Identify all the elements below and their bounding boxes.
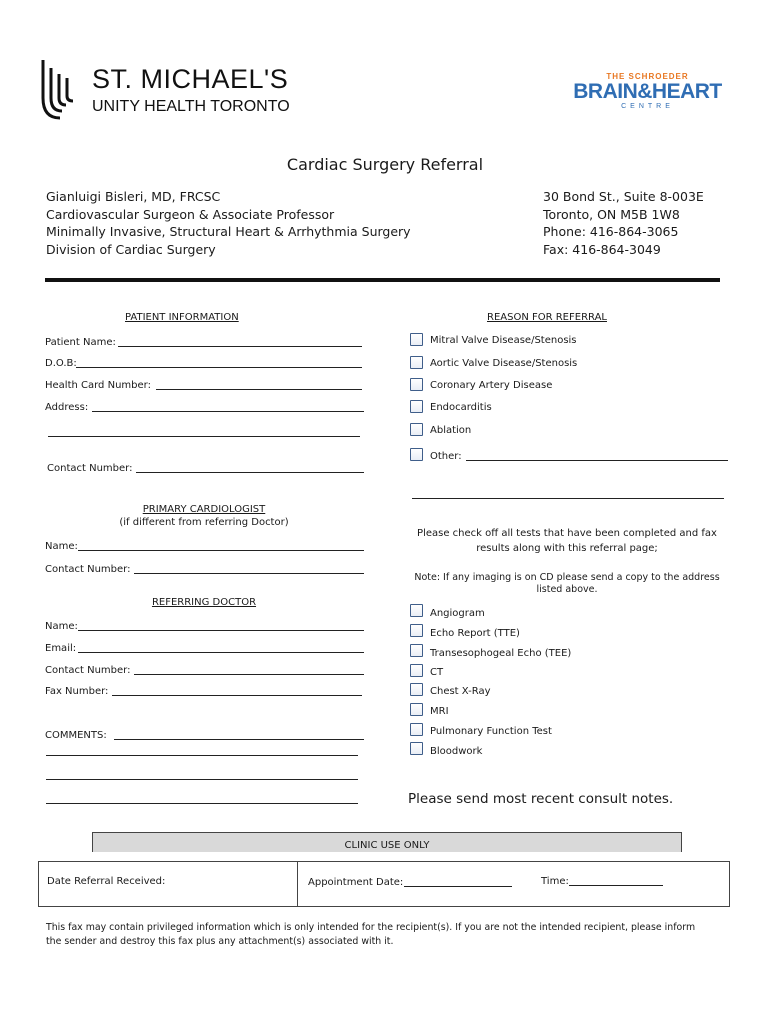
clinic-use-bar bbox=[92, 832, 682, 852]
test-label-angiogram: Angiogram bbox=[430, 608, 485, 619]
dob-field[interactable] bbox=[76, 367, 362, 368]
address-label: Address: bbox=[45, 402, 89, 413]
consult-note: Please send most recent consult notes. bbox=[408, 791, 674, 807]
clinic-address bbox=[543, 188, 704, 258]
time-label: Time: bbox=[541, 876, 569, 887]
test-checkbox-angiogram[interactable] bbox=[410, 604, 423, 617]
comments-field-4[interactable] bbox=[46, 803, 358, 804]
logo-mark-icon bbox=[40, 58, 80, 120]
cardiologist-name-label: Name: bbox=[45, 541, 78, 552]
test-checkbox-ct[interactable] bbox=[410, 664, 423, 677]
referring-email-field[interactable] bbox=[78, 652, 364, 653]
comments-field-2[interactable] bbox=[46, 755, 358, 756]
health-card-field[interactable] bbox=[156, 389, 362, 390]
clinic-box-divider bbox=[297, 862, 298, 906]
patient-contact-field[interactable] bbox=[136, 472, 364, 473]
doctor-name: Gianluigi Bisleri, MD, FRCSC bbox=[46, 189, 221, 204]
logo-main: BRAIN&HEART bbox=[573, 80, 722, 103]
referring-name-label: Name: bbox=[45, 621, 78, 632]
form-title: Cardiac Surgery Referral bbox=[286, 155, 484, 174]
test-checkbox-tee[interactable] bbox=[410, 644, 423, 657]
test-checkbox-mri[interactable] bbox=[410, 703, 423, 716]
clinic-use-heading: CLINIC USE ONLY bbox=[344, 840, 430, 851]
test-checkbox-bloodwork[interactable] bbox=[410, 742, 423, 755]
brain-heart-logo bbox=[560, 72, 735, 122]
st-michaels-logo bbox=[40, 58, 310, 120]
reason-label-ablation: Ablation bbox=[430, 425, 472, 436]
cardiologist-sub: (if different from referring Doctor) bbox=[119, 517, 289, 528]
patient-name-field[interactable] bbox=[118, 346, 362, 347]
reason-label-coronary: Coronary Artery Disease bbox=[430, 380, 553, 391]
doctor-specialty: Minimally Invasive, Structural Heart & Arrhythmia Surgery bbox=[46, 224, 411, 239]
doctor-division: Division of Cardiac Surgery bbox=[46, 241, 216, 257]
test-label-tee: Transesophogeal Echo (TEE) bbox=[430, 648, 572, 659]
reason-checkbox-mitral[interactable] bbox=[410, 333, 423, 346]
disclaimer bbox=[46, 921, 695, 949]
dob-label: D.O.B: bbox=[45, 358, 77, 369]
reason-checkbox-ablation[interactable] bbox=[410, 423, 423, 436]
address-city: Toronto, ON M5B 1W8 bbox=[543, 206, 680, 222]
patient-name-label: Patient Name: bbox=[45, 337, 116, 348]
test-label-chest-xray: Chest X-Ray bbox=[430, 686, 491, 697]
doctor-title: Cardiovascular Surgeon & Associate Professor bbox=[46, 206, 335, 222]
address-fax: Fax: 416-864-3049 bbox=[543, 241, 661, 257]
reason-other-field-2[interactable] bbox=[412, 498, 724, 499]
test-checkbox-echo-tte[interactable] bbox=[410, 624, 423, 637]
patient-heading: PATIENT INFORMATION bbox=[125, 312, 239, 323]
logo-top: THE SCHROEDER bbox=[606, 72, 689, 81]
address-field-2[interactable] bbox=[48, 436, 360, 437]
logo-name: ST. MICHAEL'S bbox=[92, 64, 289, 94]
test-checkbox-chest-xray[interactable] bbox=[410, 683, 423, 696]
reason-other-field[interactable] bbox=[466, 460, 728, 461]
comments-label: COMMENTS: bbox=[45, 730, 107, 741]
reason-checkbox-endocarditis[interactable] bbox=[410, 400, 423, 413]
cardiologist-contact-field[interactable] bbox=[134, 573, 364, 574]
doctor-info bbox=[46, 188, 411, 258]
disclaimer-line2: the sender and destroy this fax plus any attachment(s) associated with it. bbox=[46, 936, 394, 947]
patient-contact-label: Contact Number: bbox=[47, 463, 133, 474]
referring-contact-field[interactable] bbox=[134, 674, 364, 675]
test-label-bloodwork: Bloodwork bbox=[430, 746, 483, 757]
tests-note-line2: results along with this referral page; bbox=[476, 543, 658, 554]
referring-fax-field[interactable] bbox=[112, 695, 362, 696]
reason-checkbox-coronary[interactable] bbox=[410, 378, 423, 391]
referring-fax-label: Fax Number: bbox=[45, 686, 109, 697]
cardiologist-name-field[interactable] bbox=[78, 550, 364, 551]
tests-note-line1: Please check off all tests that have been completed and fax bbox=[417, 528, 717, 539]
date-received-label: Date Referral Received: bbox=[47, 876, 166, 887]
logo-bottom: CENTRE bbox=[621, 103, 674, 110]
cardiologist-heading: PRIMARY CARDIOLOGIST bbox=[142, 504, 266, 515]
referring-contact-label: Contact Number: bbox=[45, 665, 131, 676]
test-label-echo-tte: Echo Report (TTE) bbox=[430, 628, 520, 639]
test-checkbox-pulmonary[interactable] bbox=[410, 723, 423, 736]
imaging-note-line1: Note: If any imaging is on CD please send a copy to the address bbox=[414, 572, 720, 583]
appointment-label: Appointment Date: bbox=[308, 877, 404, 888]
reason-label-aortic: Aortic Valve Disease/Stenosis bbox=[430, 358, 578, 369]
logo-sub: UNITY HEALTH TORONTO bbox=[92, 98, 290, 115]
health-card-label: Health Card Number: bbox=[45, 380, 151, 391]
time-field[interactable] bbox=[569, 885, 663, 886]
header-divider bbox=[45, 278, 720, 282]
imaging-note-line2: listed above. bbox=[536, 584, 598, 595]
test-label-mri: MRI bbox=[430, 706, 449, 717]
address-field[interactable] bbox=[92, 411, 364, 412]
test-label-ct: CT bbox=[430, 667, 444, 678]
referring-name-field[interactable] bbox=[78, 630, 364, 631]
reason-label-mitral: Mitral Valve Disease/Stenosis bbox=[430, 335, 577, 346]
reason-heading: REASON FOR REFERRAL bbox=[487, 312, 607, 323]
cardiologist-contact-label: Contact Number: bbox=[45, 564, 131, 575]
comments-field-3[interactable] bbox=[46, 779, 358, 780]
referring-email-label: Email: bbox=[45, 643, 77, 654]
address-street: 30 Bond St., Suite 8-003E bbox=[543, 189, 704, 204]
reason-checkbox-other[interactable] bbox=[410, 448, 423, 461]
referring-heading: REFERRING DOCTOR bbox=[151, 597, 257, 608]
comments-field-1[interactable] bbox=[114, 739, 364, 740]
reason-label-other: Other: bbox=[430, 451, 462, 462]
test-label-pulmonary: Pulmonary Function Test bbox=[430, 726, 552, 737]
address-phone: Phone: 416-864-3065 bbox=[543, 224, 679, 239]
reason-checkbox-aortic[interactable] bbox=[410, 356, 423, 369]
appointment-field[interactable] bbox=[404, 886, 512, 887]
reason-label-endocarditis: Endocarditis bbox=[430, 402, 492, 413]
disclaimer-line1: This fax may contain privileged information which is only intended for the recipient(s). If you are not the intended recipient, please inform bbox=[46, 922, 696, 933]
